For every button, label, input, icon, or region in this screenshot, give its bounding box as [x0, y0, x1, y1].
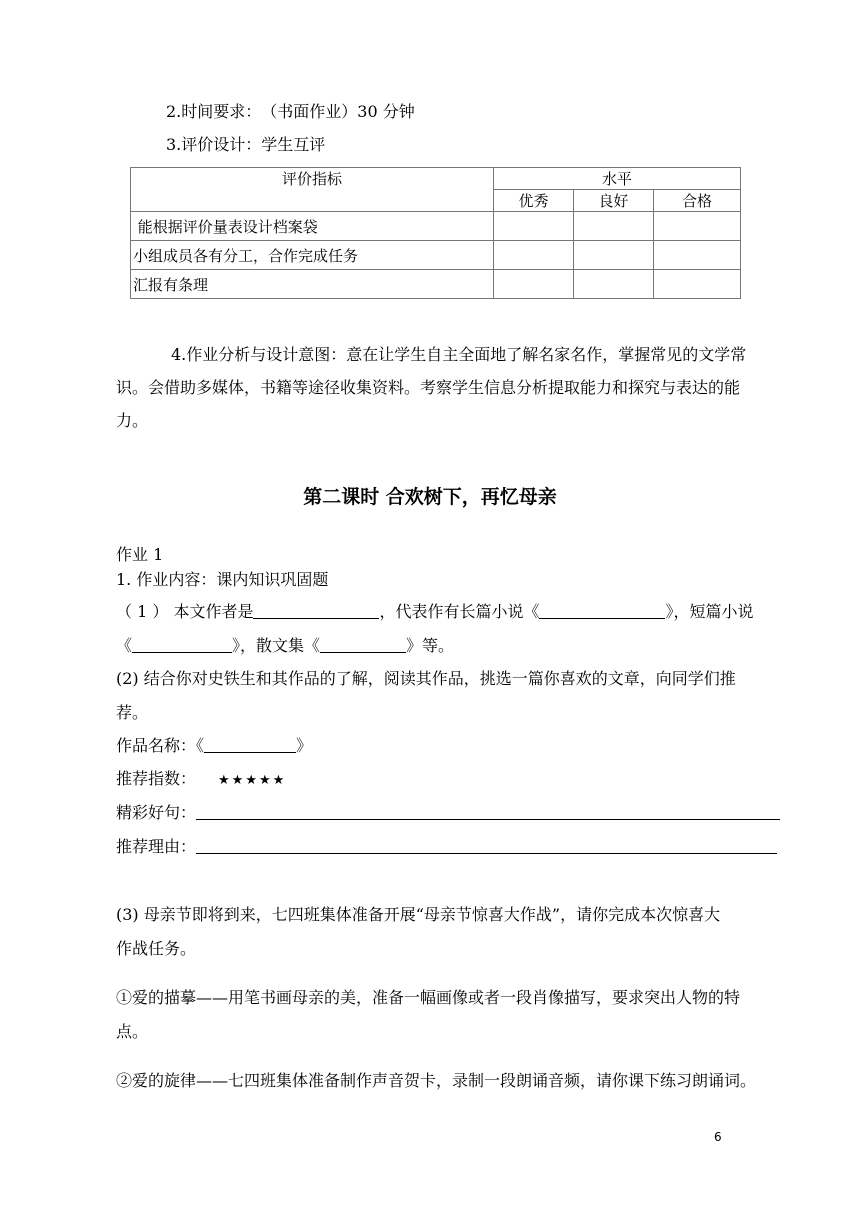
short-story-blank	[132, 636, 232, 653]
homework-content: 1. 作业内容：课内知识巩固题	[116, 570, 329, 589]
question-1-line-1: （ 1 ） 本文作者是 ，代表作有长篇小说《 》，短篇小说	[116, 602, 754, 621]
score-cell	[494, 241, 574, 270]
score-cell	[654, 270, 741, 299]
task-1-line-1: ①爱的描摹——用笔书画母亲的美，准备一幅画像或者一段肖像描写，要求突出人物的特	[116, 988, 741, 1007]
score-cell	[574, 270, 654, 299]
homework-label: 作业 1	[116, 545, 164, 564]
level-excellent: 优秀	[494, 190, 574, 212]
analysis-line-3: 力。	[116, 411, 149, 430]
evaluation-table	[130, 167, 741, 299]
question-2-line-2: 荐。	[116, 703, 149, 722]
question-3-line-1: (3) 母亲节即将到来，七四班集体准备开展“母亲节惊喜大作战”，请你完成本次惊喜大	[116, 905, 721, 924]
rating-stars: ★★★★★	[218, 773, 287, 788]
question-3-line-2: 作战任务。	[116, 939, 197, 958]
table-header-row	[131, 168, 741, 190]
time-requirement: 2.时间要求： （书面作业）30 分钟	[166, 102, 415, 121]
quote-row: 精彩好句：	[116, 803, 780, 823]
level-good: 良好	[574, 190, 654, 212]
work-name-row: 作品名称：《 》	[116, 736, 313, 755]
novel-blank	[539, 602, 665, 619]
analysis-line-1: 4.作业分析与设计意图：意在让学生自主全面地了解名家名作，掌握常见的文学常	[171, 345, 747, 364]
question-2-line-1: (2) 结合你对史铁生和其作品的了解，阅读其作品，挑选一篇你喜欢的文章，向同学们推	[116, 669, 736, 688]
reason-blank	[196, 837, 777, 854]
section-heading: 第二课时 合欢树下，再忆母亲	[303, 486, 557, 508]
criteria-header: 评价指标	[131, 168, 494, 212]
level-header: 水平	[494, 168, 741, 190]
table-row	[131, 270, 741, 299]
score-cell	[574, 241, 654, 270]
rating-label: 推荐指数：	[116, 769, 197, 788]
page-number: 6	[714, 1130, 722, 1144]
author-blank	[253, 602, 379, 619]
criteria-cell: 汇报有条理	[131, 270, 494, 299]
score-cell	[654, 241, 741, 270]
evaluation-design: 3.评价设计：学生互评	[166, 135, 326, 154]
analysis-line-2: 识。会借助多媒体，书籍等途径收集资料。考察学生信息分析提取能力和探究与表达的能	[116, 378, 741, 397]
task-2-line-1: ②爱的旋律——七四班集体准备制作声音贺卡，录制一段朗诵音频，请你课下练习朗诵词。	[116, 1071, 757, 1090]
quote-blank	[196, 803, 780, 820]
score-cell	[494, 212, 574, 241]
score-cell	[654, 212, 741, 241]
criteria-cell: 小组成员各有分工，合作完成任务	[131, 241, 494, 270]
reason-row: 推荐理由：	[116, 837, 777, 857]
score-cell	[574, 212, 654, 241]
question-1-line-2: 《 》，散文集《 》等。	[116, 636, 455, 655]
table-row	[131, 241, 741, 270]
essay-blank	[320, 636, 406, 653]
score-cell	[494, 270, 574, 299]
task-1-line-2: 点。	[116, 1022, 149, 1041]
table-row	[131, 212, 741, 241]
criteria-cell: 能根据评价量表设计档案袋	[131, 212, 494, 241]
rating-row	[116, 769, 286, 791]
work-name-blank	[204, 736, 296, 753]
level-pass: 合格	[654, 190, 741, 212]
